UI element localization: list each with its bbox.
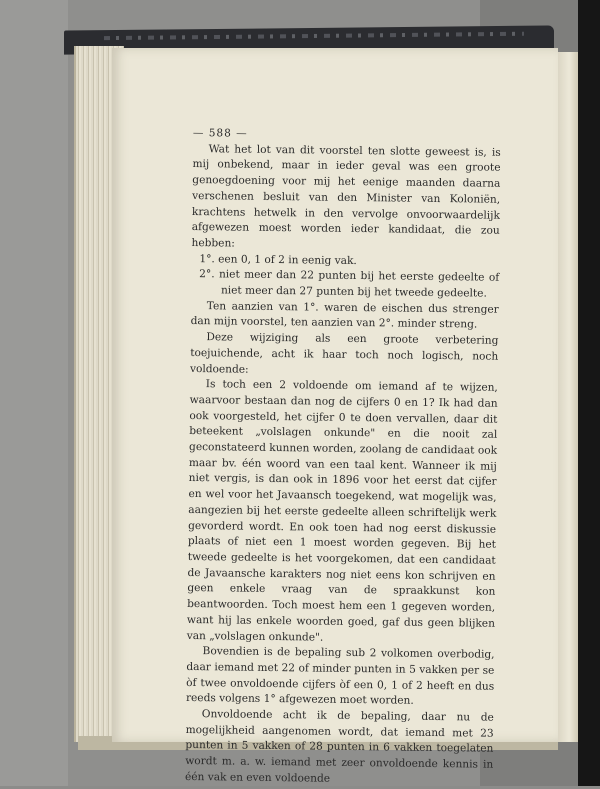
paragraph: Deze wijziging als een groote verbetering toejuichende, acht ik haar toch noch logisch, noch voldoende: [189,331,499,376]
list-item: 2°. niet meer dan 22 punten bij het eerste gedeelte of niet meer dan 27 punten bij het tweede gedeelte. [199,268,500,300]
paragraph: Ten aanzien van 1°. waren de eischen dus strenger dan mijn voorstel, ten aanzien van 2°. minder streng. [190,299,499,331]
list-item: 1°. een 0, 1 of 2 in eenig vak. [199,252,357,267]
page-number: — 588 — [192,126,248,140]
paragraph: Is toch een 2 voldoende om iemand af te wijzen, waarvoor bestaan dan nog de cijfers 0 en 1? Ik had dan ook voorgesteld, het cijfer 0 te doen vervallen, daar dit beteekent „volslagen onkunde" en die nooit zal geconstateerd kunnen worden, zoolang de candidaat ook maar bv. één woord van een taal kent. Wanneer ik mij niet vergis, is dan ook in 1896 voor het eerst dat cijfer en wel voor het Javaansch toegekend, wat mogelijk was, aangezien bij het eerste gedeelte alleen schriftelijk werk gevorderd wordt. En ook toen had nog eerst diskussie plaats of niet een 1 moest worden gegeven. Bij het tweede gedeelte is het voorgekomen, dat een candidaat de Javaansche karakters nog niet eens kon schrijven en geen enkele vraag van de spraakkunst kon beantwoorden. Toch moest hem een 1 gegeven worden, want hij las enkele woorden goed, gaf dus geen blijken van „volslagen onkunde". [186,378,498,644]
right-dark-strip [578,0,600,786]
paragraph: Wat het lot van dit voorstel ten slotte geweest is, is mij onbekend, maar in ieder geval was een groote genoegdoening voor mij het eenige maanden daarna verschenen besluit van den Minister van Koloniën, krachtens hetwelk in den vervolge onvoorwaardelijk afgewezen moest worden ieder kandidaat, die zou hebben: [191,142,501,250]
left-margin-area [0,0,68,786]
facing-page-edge [556,52,578,742]
page-text [185,126,501,789]
paragraph: Onvoldoende acht ik de bepaling, daar nu de mogelijkheid aangenomen wordt, dat iemand met 23 punten in 5 vakken of 28 punten in 6 vakken toegelaten wordt m. a. w. iemand met zeer onvoldoende kennis in één vak en even voldoende [184,708,494,785]
paragraph: Bovendien is de bepaling sub 2 volkomen overbodig, daar iemand met 22 of minder punten in 5 vakken per se òf twee onvoldoende cijfers òf een 0, 1 of 2 heeft en dus reeds volgens 1° afgewezen moet worden. [185,645,495,708]
